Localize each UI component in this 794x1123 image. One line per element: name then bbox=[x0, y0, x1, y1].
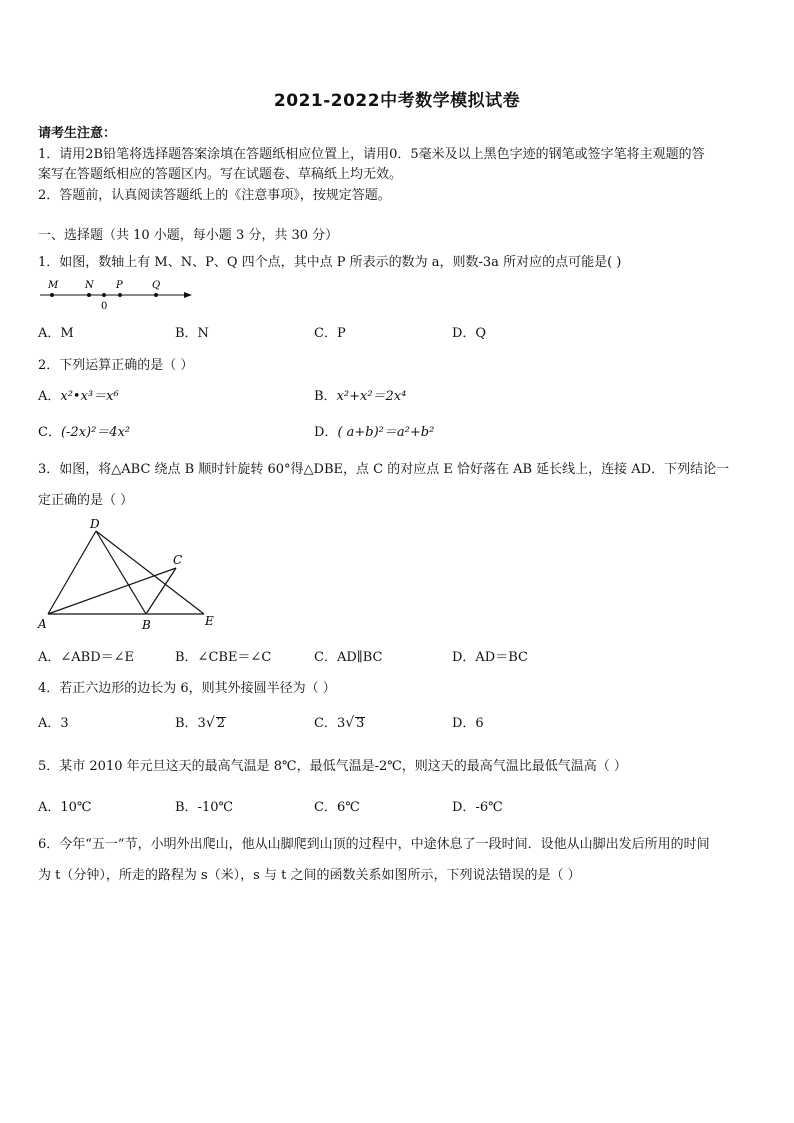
q2-a-expr: x²•x³＝x⁶ bbox=[60, 389, 119, 404]
vertex-c-label: C bbox=[173, 553, 183, 567]
question-6-stem-line-1: 6．今年“五一”节，小明外出爬山，他从山脚爬到山顶的过程中，中途休息了一段时间．设他从山脚出发后所用的时间 bbox=[38, 837, 710, 852]
segment-ad bbox=[48, 531, 96, 614]
q1-option-b[interactable]: B．N bbox=[175, 326, 209, 341]
q2-b-expr: x²+x²＝2x⁴ bbox=[336, 389, 407, 404]
segment-ac bbox=[48, 568, 176, 614]
question-1-stem: 1．如图，数轴上有 M、N、P、Q 四个点，其中点 P 所表示的数为 a，则数-3a 所对应的点可能是( ) bbox=[38, 255, 622, 270]
q4-c-radicand: 3 bbox=[356, 716, 365, 731]
q2-option-a[interactable] bbox=[38, 385, 119, 404]
question-2-stem: 2．下列运算正确的是（ ） bbox=[38, 358, 194, 373]
q3-option-d[interactable]: D．AD＝BC bbox=[452, 650, 528, 665]
q5-option-c[interactable]: C．6℃ bbox=[314, 800, 360, 815]
q1-option-a[interactable]: A．M bbox=[38, 326, 74, 341]
q2-d-expr: ( a+b)²＝a²+b² bbox=[337, 425, 435, 440]
q2-a-label: A． bbox=[38, 389, 61, 404]
notice-line-1: 1．请用2B铅笔将选择题答案涂填在答题纸相应位置上，请用0．5毫米及以上黑色字迹的钢笔或签字笔将主观题的答 bbox=[38, 147, 705, 162]
vertex-e-label: E bbox=[205, 614, 214, 628]
notice-line-3: 2．答题前，认真阅读答题纸上的《注意事项》，按规定答题。 bbox=[38, 188, 391, 203]
q4-c-coefficient: C．3 bbox=[314, 716, 346, 731]
point-origin bbox=[102, 293, 106, 297]
q2-option-d[interactable] bbox=[314, 421, 434, 440]
sqrt-icon: √ bbox=[205, 715, 215, 731]
question-3-stem-line-2: 定正确的是（ ） bbox=[38, 493, 134, 508]
q1-option-d[interactable]: D．Q bbox=[452, 326, 487, 341]
q4-option-a[interactable]: A．3 bbox=[38, 716, 69, 731]
q3-option-c[interactable]: C．AD∥BC bbox=[314, 650, 383, 665]
q4-option-c[interactable] bbox=[314, 712, 365, 731]
segment-db bbox=[96, 531, 146, 614]
q4-b-coefficient: B．3 bbox=[175, 716, 206, 731]
q1-option-c[interactable]: C．P bbox=[314, 326, 346, 341]
question-3-stem-line-1: 3．如图，将△ABC 绕点 B 顺时针旋转 60°得△DBE，点 C 的对应点 E 恰好落在 AB 延长线上，连接 AD．下列结论一 bbox=[38, 462, 730, 477]
label-p: P bbox=[116, 280, 123, 291]
triangle-rotation-figure bbox=[36, 516, 221, 634]
q5-option-d[interactable]: D．-6℃ bbox=[452, 800, 503, 815]
vertex-d-label: D bbox=[90, 517, 100, 531]
point-n bbox=[87, 293, 91, 297]
q2-option-b[interactable] bbox=[314, 385, 406, 404]
label-m: M bbox=[48, 280, 59, 291]
point-m bbox=[50, 293, 54, 297]
question-6-stem-line-2: 为 t（分钟），所走的路程为 s（米），s 与 t 之间的函数关系如图所示，下列说法错误的是（ ） bbox=[38, 868, 581, 883]
q2-option-c[interactable] bbox=[38, 421, 130, 440]
number-line-figure bbox=[38, 276, 198, 312]
point-q bbox=[154, 293, 158, 297]
q2-c-label: C． bbox=[38, 425, 61, 440]
vertex-b-label: B bbox=[142, 618, 151, 632]
label-n: N bbox=[85, 280, 94, 291]
q2-c-expr: (-2x)²＝4x² bbox=[60, 425, 131, 440]
vertex-a-label: A bbox=[38, 617, 47, 631]
q4-b-radicand: 2 bbox=[216, 716, 226, 731]
question-5-stem: 5．某市 2010 年元旦这天的最高气温是 8℃，最低气温是-2℃，则这天的最高气温比最低气温高（ ） bbox=[38, 759, 627, 774]
q5-option-a[interactable]: A．10℃ bbox=[38, 800, 92, 815]
notice-heading: 请考生注意： bbox=[38, 126, 117, 141]
q4-option-b[interactable] bbox=[175, 712, 226, 731]
section-heading: 一、选择题（共 10 小题，每小题 3 分，共 30 分） bbox=[38, 228, 339, 243]
sqrt-icon: √ bbox=[345, 715, 355, 731]
q3-option-b[interactable]: B．∠CBE＝∠C bbox=[175, 650, 272, 665]
label-q: Q bbox=[152, 280, 161, 291]
notice-line-2: 案写在答题纸相应的答题区内。写在试题卷、草稿纸上均无效。 bbox=[38, 167, 403, 182]
number-line-arrow bbox=[184, 292, 192, 298]
q2-b-label: B． bbox=[314, 389, 337, 404]
segment-bc bbox=[146, 568, 176, 614]
segment-de bbox=[96, 531, 204, 614]
q5-option-b[interactable]: B．-10℃ bbox=[175, 800, 234, 815]
label-zero: 0 bbox=[101, 301, 108, 312]
q4-option-d[interactable]: D．6 bbox=[452, 716, 484, 731]
q2-d-label: D． bbox=[314, 425, 338, 440]
question-4-stem: 4．若正六边形的边长为 6，则其外接圆半径为（ ） bbox=[38, 681, 336, 696]
page-title: 2021-2022中考数学模拟试卷 bbox=[273, 91, 521, 111]
point-p bbox=[118, 293, 122, 297]
q3-option-a[interactable]: A．∠ABD＝∠E bbox=[38, 650, 135, 665]
